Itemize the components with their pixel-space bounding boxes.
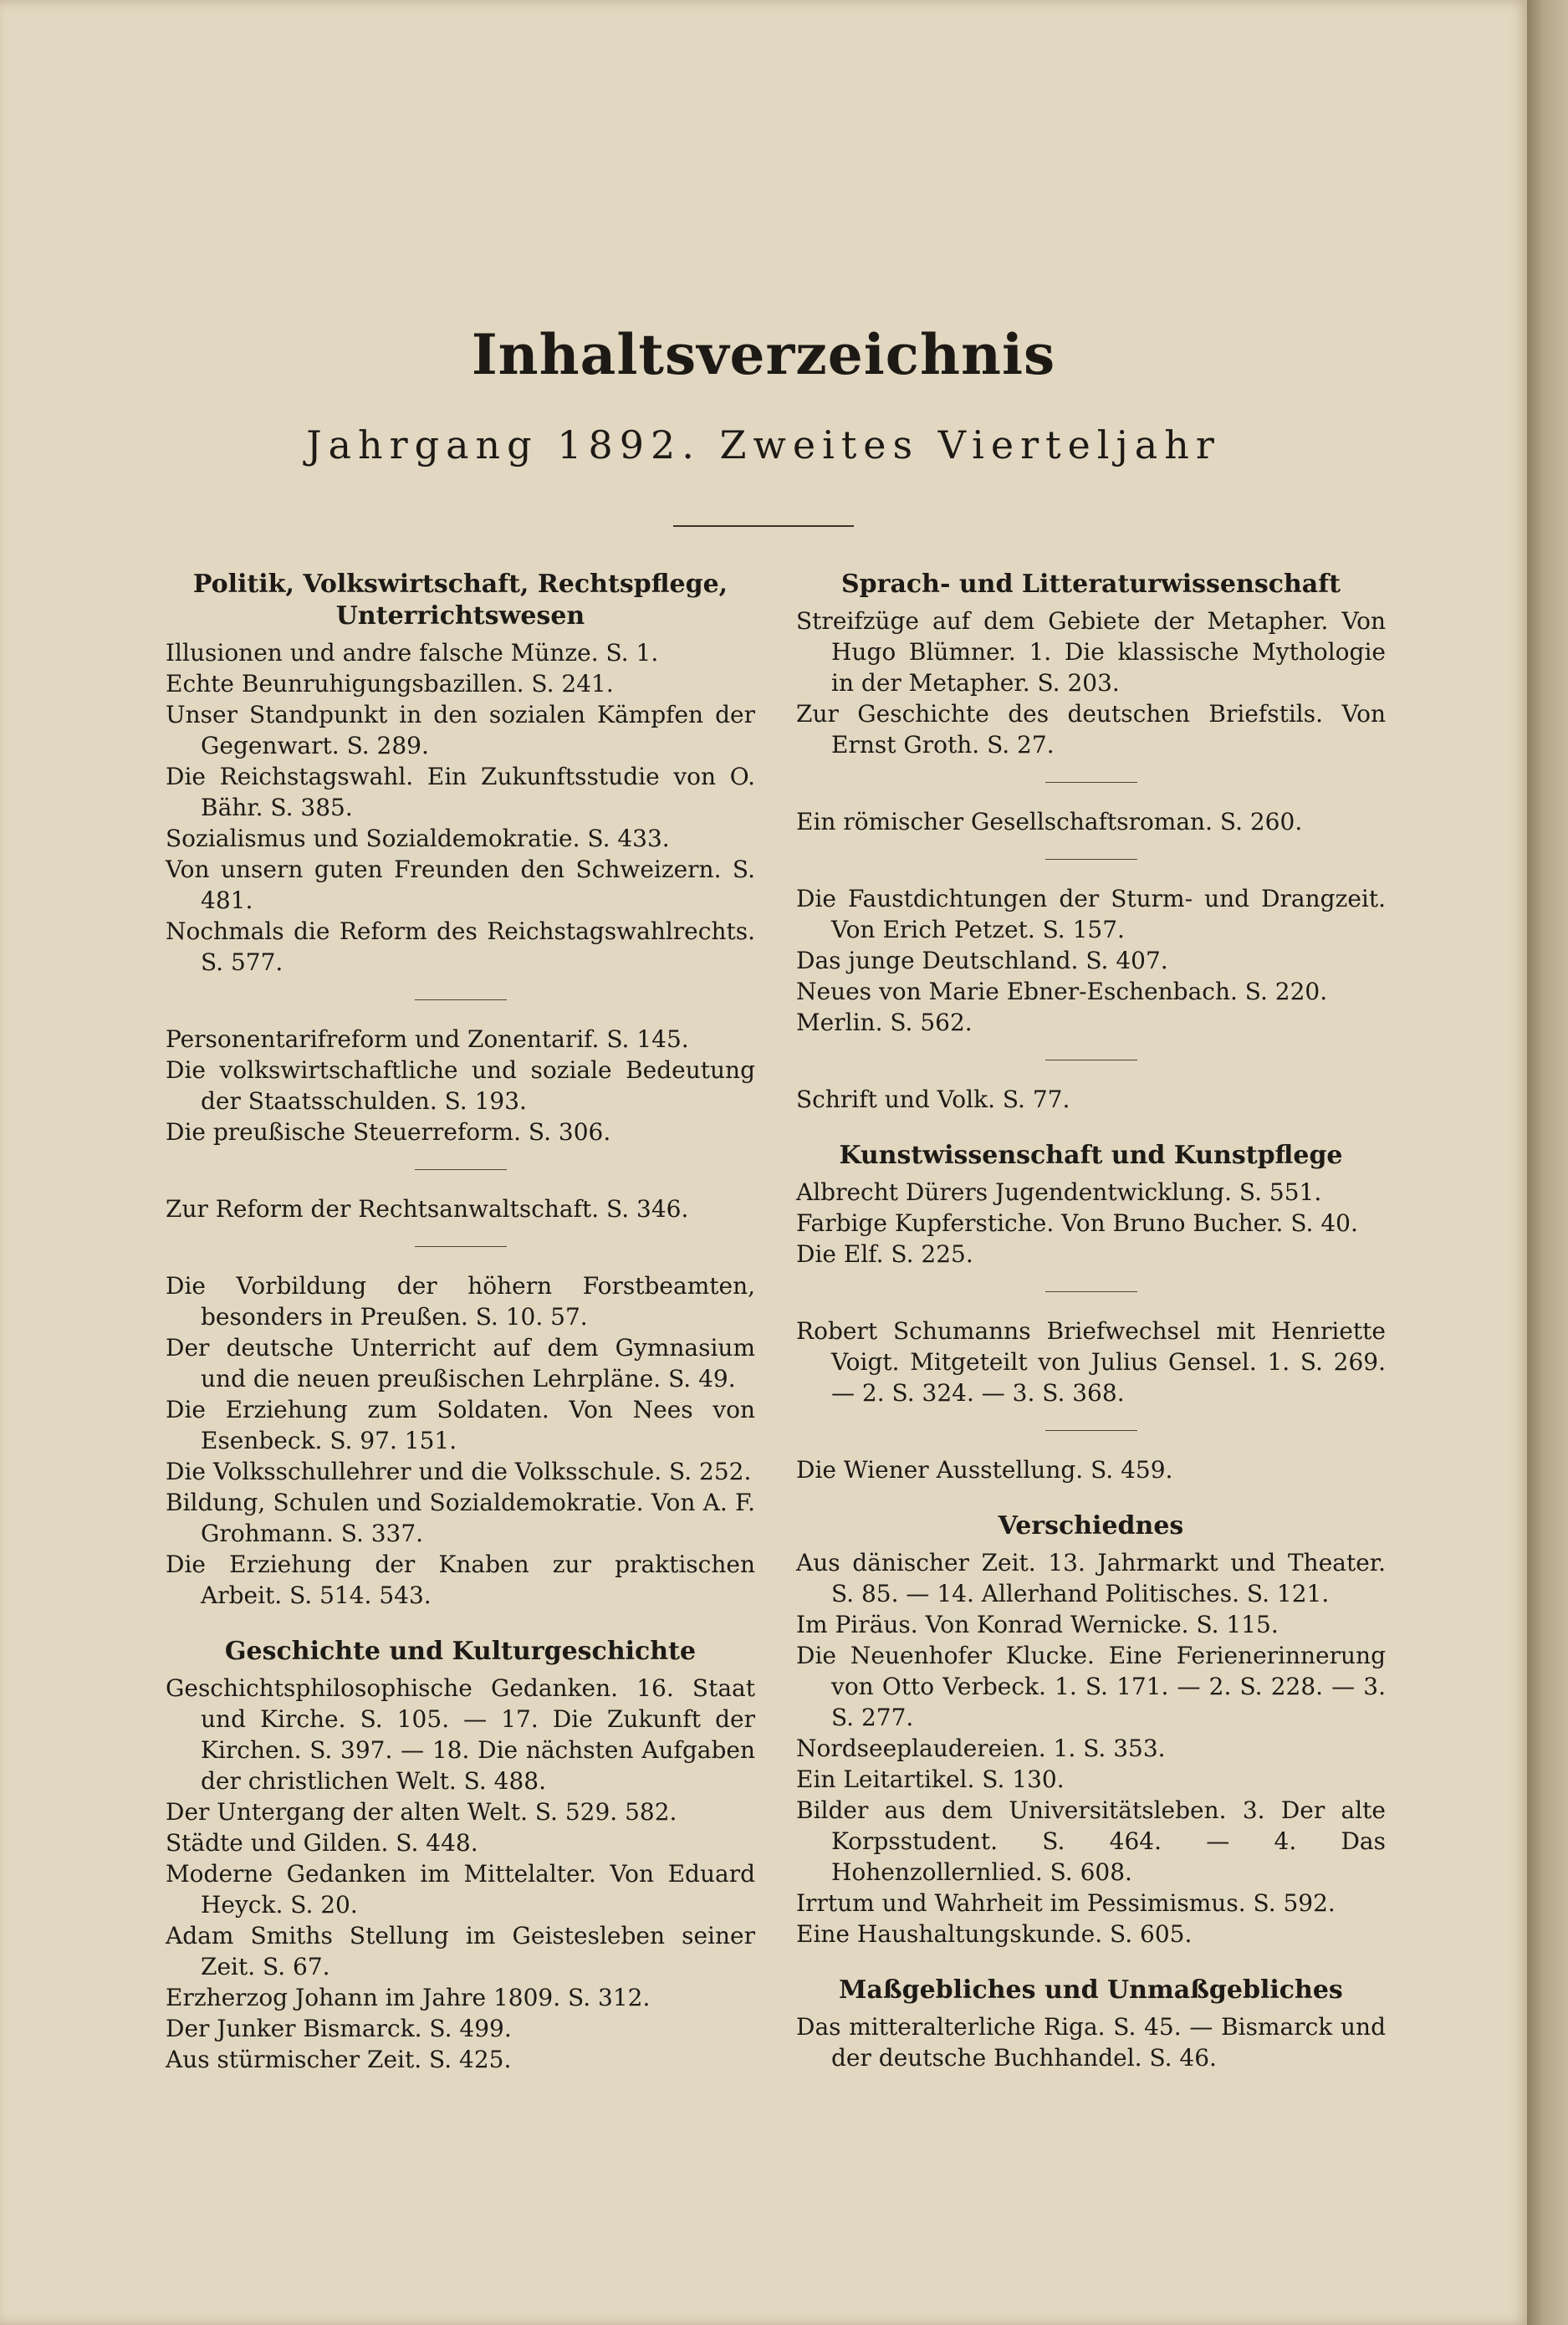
toc-entry: Der Junker Bismarck. S. 499. (166, 2015, 512, 2042)
page-edge (1527, 0, 1568, 2325)
entry-group (796, 1316, 1386, 1408)
toc-entry: Adam Smiths Stellung im Geistesleben seiner Zeit. S. 67. (166, 1922, 755, 1980)
toc-entry: Die Neuenhofer Klucke. Eine Ferienerinnerung von Otto Verbeck. 1. S. 171. — 2. S. 228. — 3. S. 277. (796, 1642, 1386, 1731)
toc-entry: Albrecht Dürers Jugendentwicklung. S. 551. (796, 1178, 1322, 1206)
toc-entry: Das mitteralterliche Riga. S. 45. — Bismarck und der deutsche Buchhandel. S. 46. (796, 2013, 1386, 2072)
left-column (166, 569, 755, 2075)
entry-group (796, 1547, 1386, 1949)
toc-entry: Schrift und Volk. S. 77. (796, 1086, 1070, 1113)
toc-entry: Irrtum und Wahrheit im Pessimismus. S. 592. (796, 1889, 1336, 1917)
toc-entry: Bildung, Schulen und Sozialdemokratie. Von A. F. Grohmann. S. 337. (166, 1489, 755, 1547)
toc-entry: Aus dänischer Zeit. 13. Jahrmarkt und Theater. S. 85. — 14. Allerhand Politisches. S. 121. (796, 1549, 1386, 1607)
toc-entry: Von unsern guten Freunden den Schweizern. S. 481. (166, 856, 755, 914)
toc-entry: Bilder aus dem Universitätsleben. 3. Der alte Korpsstudent. S. 464. — 4. Das Hohenzollernlied. S. 608. (796, 1796, 1386, 1886)
toc-entry: Das junge Deutschland. S. 407. (796, 947, 1168, 974)
toc-entry: Moderne Gedanken im Mittelalter. Von Eduard Heyck. S. 20. (166, 1860, 755, 1919)
entry-group (796, 806, 1386, 837)
entry-group (166, 1193, 755, 1224)
group-divider (415, 1169, 507, 1170)
title-divider (673, 525, 854, 527)
toc-entry: Der Untergang der alten Welt. S. 529. 582. (166, 1798, 677, 1826)
toc-entry: Aus stürmischer Zeit. S. 425. (166, 2046, 512, 2073)
section-heading-sprache: Sprach- und Litteraturwissenschaft (841, 570, 1341, 599)
toc-entry: Geschichtsphilosophische Gedanken. 16. Staat und Kirche. S. 105. — 17. Die Zukunft der Kirchen. S. 397. — 18. Die nächsten Aufgaben der christlichen Welt. S. 488. (166, 1674, 755, 1795)
group-divider (1045, 859, 1137, 860)
group-divider (415, 1246, 507, 1247)
toc-entry: Die Wiener Ausstellung. S. 459. (796, 1456, 1173, 1484)
toc-entry: Die volkswirtschaftliche und soziale Bedeutung der Staatsschulden. S. 193. (166, 1056, 755, 1115)
toc-entry: Die Elf. S. 225. (796, 1240, 973, 1268)
group-divider (1045, 1291, 1137, 1292)
toc-entry: Streifzüge auf dem Gebiete der Metapher. Von Hugo Blümner. 1. Die klassische Mythologie in der Metapher. S. 203. (796, 607, 1386, 697)
toc-entry: Im Piräus. Von Konrad Wernicke. S. 115. (796, 1611, 1279, 1638)
entry-group (166, 1270, 755, 1611)
entry-group (166, 637, 755, 978)
toc-entry: Nordseeplaudereien. 1. S. 353. (796, 1735, 1166, 1762)
toc-entry: Sozialismus und Sozialdemokratie. S. 433. (166, 825, 670, 852)
toc-entry: Die Erziehung der Knaben zur praktischen Arbeit. S. 514. 543. (166, 1551, 755, 1609)
section-heading-verschiednes: Verschiednes (998, 1511, 1184, 1541)
toc-entry: Die preußische Steuerreform. S. 306. (166, 1118, 611, 1146)
toc-entry: Ein römischer Gesellschaftsroman. S. 260. (796, 808, 1303, 835)
toc-entry: Zur Geschichte des deutschen Briefstils. Von Ernst Groth. S. 27. (796, 700, 1386, 759)
toc-entry: Erzherzog Johann im Jahre 1809. S. 312. (166, 1984, 651, 2011)
section-heading-massgebliches: Maßgebliches und Unmaßgebliches (839, 1975, 1343, 2005)
toc-entry: Robert Schumanns Briefwechsel mit Henriette Voigt. Mitgeteilt von Julius Gensel. 1. S. 269. — 2. S. 324. — 3. S. 368. (796, 1317, 1386, 1407)
page-title: Inhaltsverzeichnis (471, 322, 1056, 387)
entry-group (796, 883, 1386, 1038)
page-subtitle: Jahrgang 1892. Zweites Vierteljahr (306, 422, 1221, 468)
group-divider (1045, 1430, 1137, 1431)
section-heading-kunst: Kunstwissenschaft und Kunstpflege (839, 1141, 1343, 1170)
toc-entry: Die Faustdichtungen der Sturm- und Drangzeit. Von Erich Petzet. S. 157. (796, 885, 1386, 943)
toc-entry: Der deutsche Unterricht auf dem Gymnasium und die neuen preußischen Lehrpläne. S. 49. (166, 1334, 755, 1392)
entry-group (166, 1673, 755, 2075)
toc-entry: Städte und Gilden. S. 448. (166, 1829, 478, 1857)
toc-entry: Merlin. S. 562. (796, 1009, 973, 1036)
toc-entry: Unser Standpunkt in den sozialen Kämpfen der Gegenwart. S. 289. (166, 701, 755, 759)
entry-group (796, 606, 1386, 760)
section-heading-geschichte: Geschichte und Kulturgeschichte (224, 1637, 697, 1666)
toc-entry: Echte Beunruhigungsbazillen. S. 241. (166, 670, 614, 698)
entry-group (796, 1454, 1386, 1485)
toc-entry: Neues von Marie Ebner-Eschenbach. S. 220. (796, 978, 1328, 1005)
right-column (796, 569, 1386, 2073)
toc-entry: Illusionen und andre falsche Münze. S. 1. (166, 639, 659, 667)
entry-group (796, 2011, 1386, 2073)
entry-group (166, 1024, 755, 1147)
toc-entry: Die Erziehung zum Soldaten. Von Nees von Esenbeck. S. 97. 151. (166, 1396, 755, 1454)
entry-group (796, 1084, 1386, 1115)
entry-group (796, 1177, 1386, 1270)
toc-entry: Eine Haushaltungskunde. S. 605. (796, 1920, 1193, 1948)
section-heading-politik: Politik, Volkswirtschaft, Rechtspflege, Unterrichtswesen (192, 570, 728, 631)
group-divider (1045, 782, 1137, 783)
toc-entry: Farbige Kupferstiche. Von Bruno Bucher. S. 40. (796, 1209, 1358, 1237)
toc-entry: Zur Reform der Rechtsanwaltschaft. S. 346. (166, 1195, 689, 1223)
toc-entry: Nochmals die Reform des Reichstagswahlrechts. S. 577. (166, 917, 755, 976)
toc-entry: Personentarifreform und Zonentarif. S. 145. (166, 1025, 689, 1053)
toc-entry: Die Reichstagswahl. Ein Zukunftsstudie von O. Bähr. S. 385. (166, 763, 755, 821)
toc-entry: Die Vorbildung der höhern Forstbeamten, besonders in Preußen. S. 10. 57. (166, 1272, 755, 1331)
toc-entry: Die Volksschullehrer und die Volksschule. S. 252. (166, 1458, 752, 1485)
toc-entry: Ein Leitartikel. S. 130. (796, 1765, 1065, 1793)
group-divider (415, 999, 507, 1000)
